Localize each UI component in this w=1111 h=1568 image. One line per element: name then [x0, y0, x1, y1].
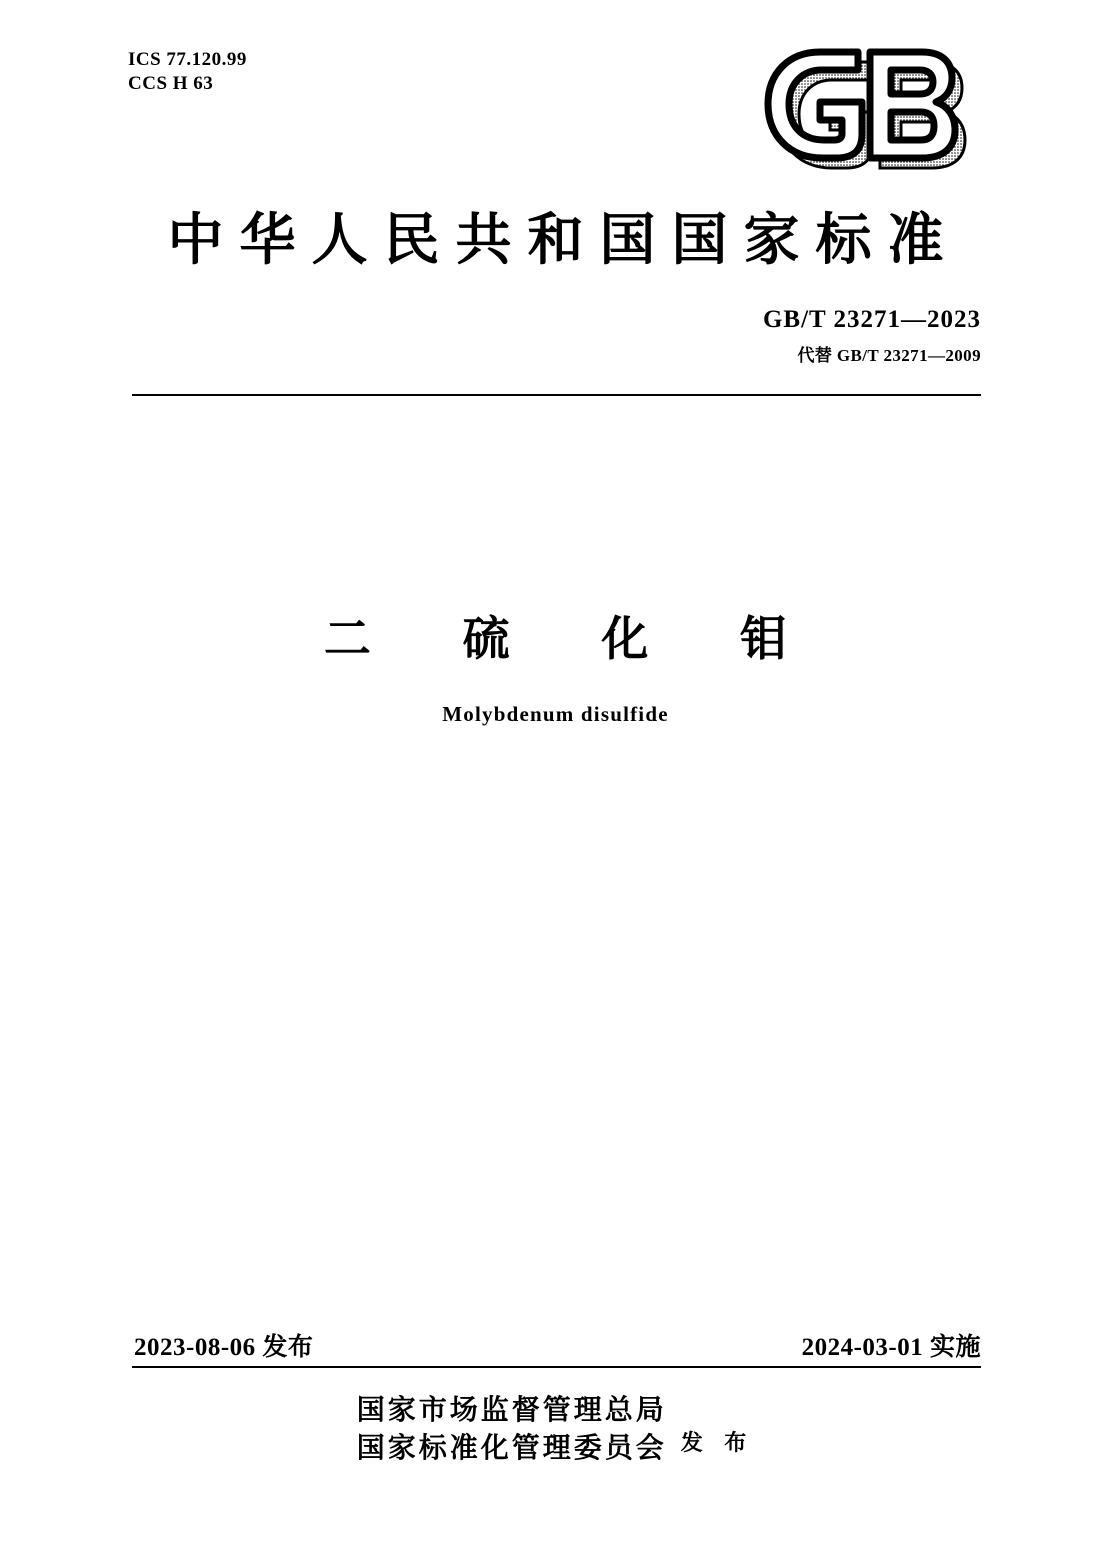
issuer-line-1: 国家市场监督管理总局 [356, 1395, 667, 1426]
national-standard-title: 中华人民共和国国家标准 [167, 210, 960, 272]
issue-date: 2023-08-06 发布 [134, 1334, 314, 1361]
standard-number: GB/T 23271—2023 [762, 306, 981, 333]
implementation-date: 2024-03-01 实施 [801, 1334, 981, 1361]
ccs-code: CCS H 63 [128, 73, 214, 94]
issuer-verb: 发 布 [680, 1429, 755, 1455]
classification-codes [128, 48, 247, 96]
issuing-authority [0, 1392, 1111, 1468]
issuer-names [357, 1392, 667, 1468]
footer-divider [132, 1366, 981, 1368]
standard-replaces: 代替 GB/T 23271—2009 [797, 346, 981, 365]
header-divider [132, 394, 981, 396]
document-title-en: Molybdenum disulfide [442, 702, 669, 726]
ics-code: ICS 77.120.99 [128, 49, 247, 70]
document-title-cn: 二 硫 化 钼 [323, 614, 828, 666]
gb-emblem-icon [758, 46, 983, 171]
issuer-line-2: 国家标准化管理委员会 [356, 1433, 667, 1464]
